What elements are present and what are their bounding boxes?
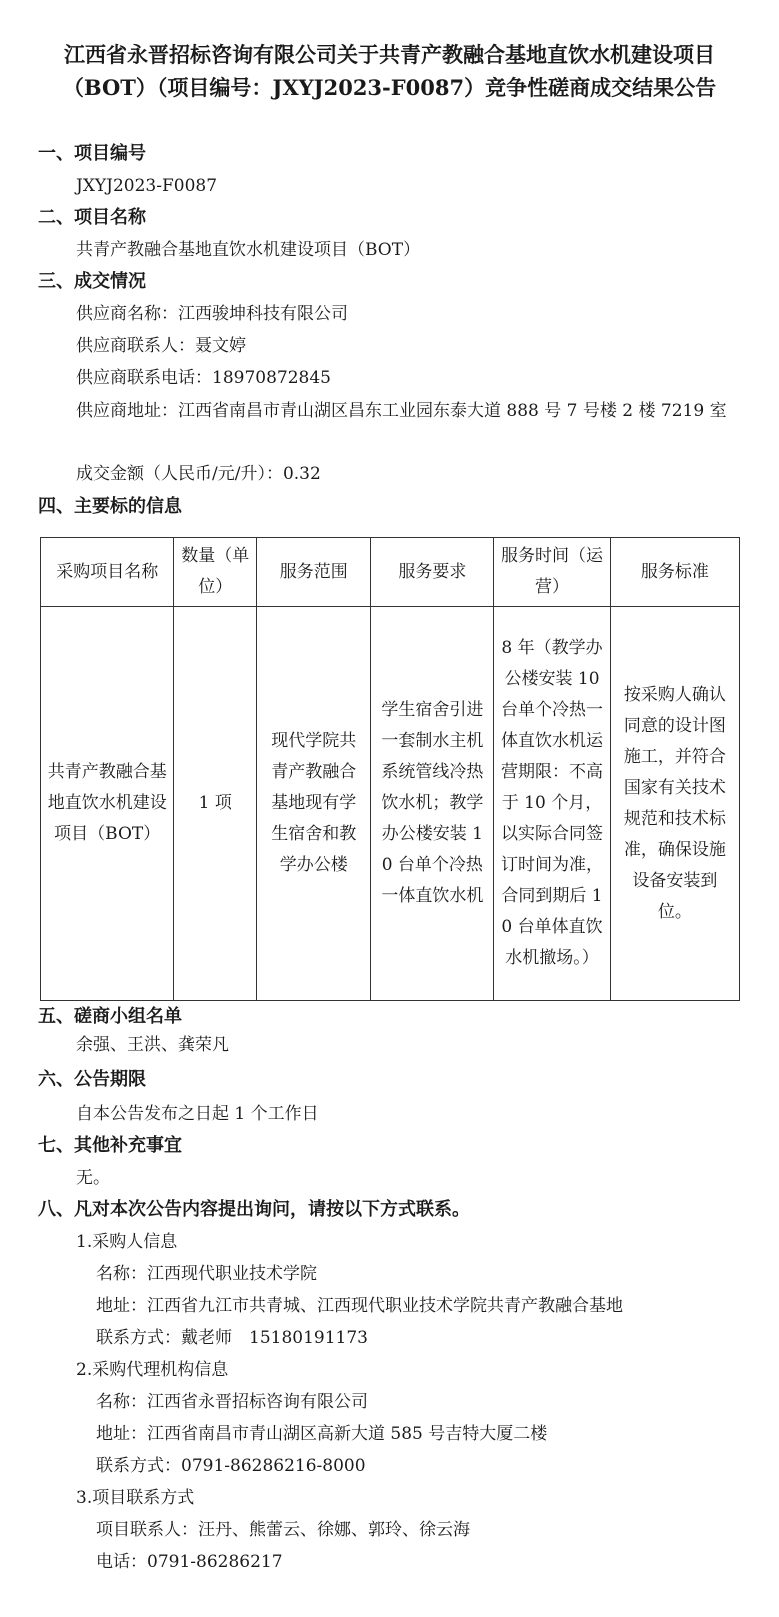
project-name: 共青产教融合基地直饮水机建设项目（BOT） (76, 240, 421, 260)
column-header: 服务要求 (371, 538, 494, 607)
buyer-heading: 1.采购人信息 (76, 1232, 178, 1252)
agency-name: 名称：江西省永晋招标咨询有限公司 (96, 1392, 368, 1412)
deal-amount: 成交金额（人民币/元/升）：0.32 (76, 464, 321, 484)
agency-address: 地址：江西省南昌市青山湖区高新大道 585 号吉特大厦二楼 (96, 1424, 548, 1444)
table-header-row (41, 538, 740, 607)
section-heading-panel: 五、磋商小组名单 (38, 1006, 182, 1027)
cell-item-name: 共青产教融合基地直饮水机建设项目（BOT） (41, 607, 174, 1001)
column-header: 服务标准 (610, 538, 739, 607)
section-heading-main-info: 四、主要标的信息 (38, 496, 182, 517)
page-title: 江西省永晋招标咨询有限公司关于共青产教融合基地直饮水机建设项目（BOT）（项目编号：JXYJ2023-F0087）竞争性磋商成交结果公告 (62, 42, 717, 100)
cell-service-time: 8 年（教学办公楼安装 10 台单个冷热一体直饮水机运营期限：不高于 10 个月，以实际合同签订时间为准，合同到期后 10 台单体直饮水机撤场。） (494, 607, 610, 1001)
agency-contact: 联系方式：0791-86286216-8000 (96, 1456, 366, 1476)
buyer-address: 地址：江西省九江市共青城、江西现代职业技术学院共青产教融合基地 (96, 1296, 623, 1316)
column-header: 数量（单位） (174, 538, 257, 607)
cell-quantity: 1 项 (174, 607, 257, 1001)
section-heading-period: 六、公告期限 (38, 1069, 146, 1090)
cell-service-standard: 按采购人确认同意的设计图施工，并符合国家有关技术规范和技术标准，确保设施设备安装到位。 (610, 607, 739, 1001)
section-heading-project-name: 二、项目名称 (38, 207, 146, 228)
project-number: JXYJ2023-F0087 (76, 176, 218, 196)
other-matters: 无。 (76, 1168, 110, 1188)
supplier-name: 供应商名称：江西骏坤科技有限公司 (76, 304, 348, 324)
cell-service-requirement: 学生宿舍引进一套制水主机系统管线冷热饮水机；教学办公楼安装 10 台单个冷热一体直饮水机 (371, 607, 494, 1001)
table-row (41, 607, 740, 1001)
project-contacts: 项目联系人：汪丹、熊蕾云、徐娜、郭玲、徐云海 (96, 1520, 470, 1540)
supplier-contact: 供应商联系人：聂文婷 (76, 336, 246, 356)
buyer-name: 名称：江西现代职业技术学院 (96, 1264, 317, 1284)
section-heading-deal: 三、成交情况 (38, 271, 146, 292)
notice-period: 自本公告发布之日起 1 个工作日 (76, 1104, 319, 1124)
column-header: 服务范围 (257, 538, 371, 607)
cell-service-scope: 现代学院共青产教融合基地现有学生宿舍和教学办公楼 (257, 607, 371, 1001)
supplier-address: 供应商地址：江西省南昌市青山湖区昌东工业园东泰大道 888 号 7 号楼 2 楼 7219 室 (76, 401, 727, 421)
main-info-table (40, 537, 740, 1001)
project-contact-heading: 3.项目联系方式 (76, 1488, 195, 1508)
section-heading-other: 七、其他补充事宜 (38, 1135, 182, 1156)
column-header: 服务时间（运营） (494, 538, 610, 607)
section-heading-contact: 八、凡对本次公告内容提出询问，请按以下方式联系。 (38, 1199, 470, 1220)
project-phone: 电话：0791-86286217 (96, 1552, 283, 1572)
panel-members: 余强、王洪、龚荣凡 (76, 1035, 229, 1055)
supplier-phone: 供应商联系电话：18970872845 (76, 368, 331, 388)
agency-heading: 2.采购代理机构信息 (76, 1360, 229, 1380)
buyer-contact: 联系方式：戴老师 15180191173 (96, 1328, 368, 1348)
section-heading-project-number: 一、项目编号 (38, 143, 146, 164)
column-header: 采购项目名称 (41, 538, 174, 607)
